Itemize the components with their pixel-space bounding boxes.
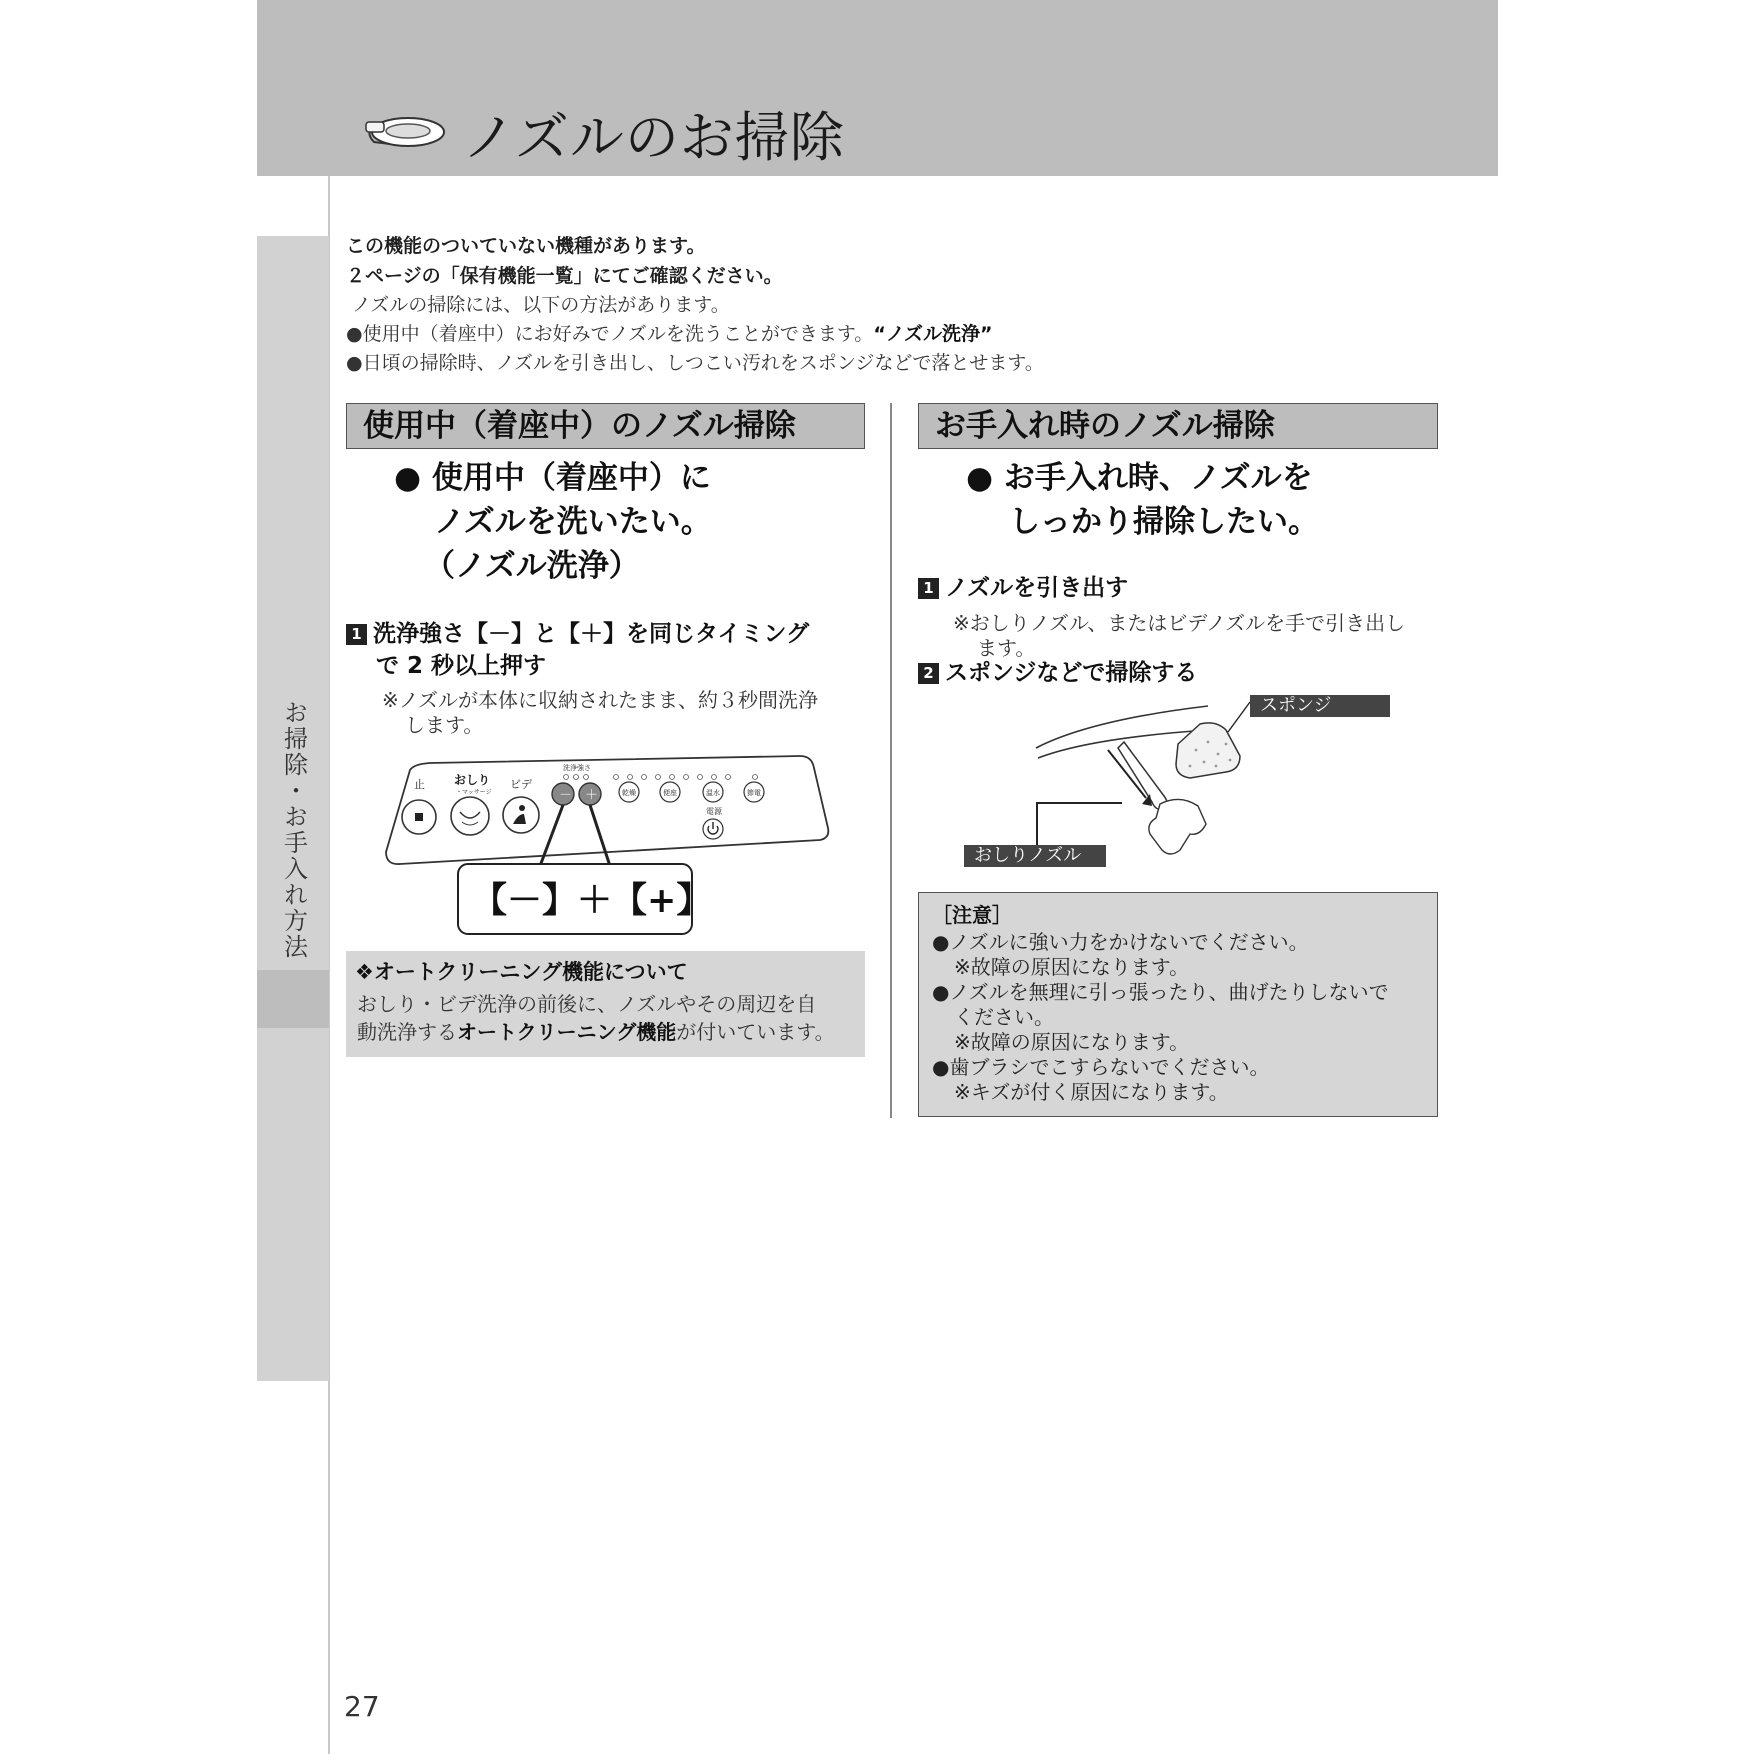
left-big-line-2: ノズルを洗いたい。 bbox=[434, 504, 712, 540]
caution-2: ●ノズルを無理に引っ張ったり、曲げたりしないで bbox=[932, 980, 1389, 1004]
right-note-2: ます。 bbox=[977, 636, 1036, 660]
power-save-button-label: 節電 bbox=[747, 789, 761, 797]
nozzle-label-leader-h bbox=[1036, 802, 1122, 804]
intro-line-4-emphasis: “ノズル洗浄” bbox=[873, 323, 993, 345]
step-number: 1 bbox=[346, 624, 367, 645]
left-section-heading: 使用中（着座中）のノズル掃除 bbox=[346, 403, 865, 449]
auto-cleaning-text-a: 動洗浄する bbox=[357, 1020, 457, 1044]
right-step-1 bbox=[918, 572, 1128, 605]
caution-3: ●歯ブラシでこすらないでください。 bbox=[932, 1055, 1270, 1079]
nozzle-label: おしりノズル bbox=[964, 845, 1106, 867]
right-step-2-text: スポンジなどで掃除する bbox=[945, 660, 1198, 686]
nozzle-shape bbox=[1118, 742, 1167, 809]
stop-button bbox=[402, 800, 436, 834]
seat-heat-button-label: 便座 bbox=[663, 789, 677, 797]
water-temp-button-label: 温水 bbox=[706, 789, 720, 797]
step-number: 2 bbox=[918, 663, 939, 684]
side-tab-label: お掃除・お手入れ方法 bbox=[279, 700, 308, 960]
left-step-1 bbox=[346, 618, 809, 651]
callout-text: 【－】＋【+】 bbox=[472, 881, 712, 921]
panel-strength-label: 洗浄強さ bbox=[563, 764, 591, 772]
auto-cleaning-title: ❖オートクリーニング機能について bbox=[355, 960, 688, 984]
sponge-label: スポンジ bbox=[1250, 695, 1390, 717]
left-step-1-cont: で 2 秒以上押す bbox=[376, 653, 547, 679]
right-section-heading: お手入れ時のノズル掃除 bbox=[918, 403, 1438, 449]
auto-cleaning-line-2 bbox=[357, 1018, 835, 1046]
caution-2-note: ※故障の原因になります。 bbox=[954, 1030, 1190, 1054]
caution-3-note: ※キズが付く原因になります。 bbox=[954, 1080, 1229, 1104]
auto-cleaning-text-c: が付いています。 bbox=[676, 1020, 835, 1044]
panel-oshiri-label: おしり bbox=[454, 773, 491, 787]
oshiri-button bbox=[451, 797, 489, 835]
right-step-2 bbox=[918, 657, 1197, 690]
nozzle-cleaning-illustration bbox=[1030, 694, 1250, 869]
left-big-line-3: （ノズル洗浄） bbox=[424, 548, 640, 584]
caution-1-note: ※故障の原因になります。 bbox=[954, 955, 1190, 979]
left-note-2: します。 bbox=[405, 713, 484, 737]
minus-button-label: － bbox=[559, 788, 573, 803]
page-number: 27 bbox=[344, 1690, 380, 1723]
intro-line-4 bbox=[346, 320, 993, 348]
nozzle-label-leader bbox=[1036, 803, 1038, 847]
power-icon bbox=[703, 819, 723, 839]
auto-cleaning-line-1: おしり・ビデ洗浄の前後に、ノズルやその周辺を自 bbox=[357, 992, 817, 1016]
intro-line-1: この機能のついていない機種があります。 bbox=[346, 235, 706, 257]
intro-line-4-text: ●使用中（着座中）にお好みでノズルを洗うことができます。 bbox=[346, 323, 874, 345]
control-panel-illustration bbox=[380, 748, 830, 938]
side-tab-marker bbox=[257, 970, 329, 1028]
power-label: 電源 bbox=[706, 807, 722, 816]
page-title: ノズルのお掃除 bbox=[462, 106, 845, 169]
left-step-1-text: 洗浄強さ【－】と【＋】を同じタイミング bbox=[373, 621, 810, 647]
dry-button-label: 乾燥 bbox=[622, 789, 636, 797]
step-number: 1 bbox=[918, 578, 939, 599]
caution-2-cont: ください。 bbox=[954, 1005, 1054, 1029]
bidet-button bbox=[503, 797, 539, 833]
toilet-seat-icon bbox=[360, 104, 448, 154]
column-divider bbox=[890, 403, 892, 1118]
plus-button-label: ＋ bbox=[585, 788, 599, 803]
right-big-line-2: しっかり掃除したい。 bbox=[1009, 504, 1319, 540]
panel-massage-label: ・マッサージ bbox=[456, 789, 492, 796]
intro-line-2: ２ページの「保有機能一覧」にてご確認ください。 bbox=[346, 265, 783, 287]
right-step-1-text: ノズルを引き出す bbox=[945, 575, 1129, 601]
auto-cleaning-emphasis: オートクリーニング機能 bbox=[457, 1020, 677, 1044]
caution-1: ●ノズルに強い力をかけないでください。 bbox=[932, 930, 1309, 954]
intro-line-3: ノズルの掃除には、以下の方法があります。 bbox=[352, 294, 730, 316]
right-note-1: ※おしりノズル、またはビデノズルを手で引き出し bbox=[953, 611, 1406, 635]
panel-bidet-label: ビデ bbox=[510, 778, 532, 791]
left-note-1: ※ノズルが本体に収納されたまま、約３秒間洗浄 bbox=[382, 688, 818, 712]
intro-line-5: ●日頃の掃除時、ノズルを引き出し、しつこい汚れをスポンジなどで落とせます。 bbox=[346, 352, 1044, 374]
left-big-line-1: ● 使用中（着座中）に bbox=[394, 460, 711, 496]
panel-stop-label: 止 bbox=[414, 778, 425, 791]
caution-title: ［注意］ bbox=[932, 903, 1012, 927]
right-big-line-1: ● お手入れ時、ノズルを bbox=[966, 460, 1313, 496]
